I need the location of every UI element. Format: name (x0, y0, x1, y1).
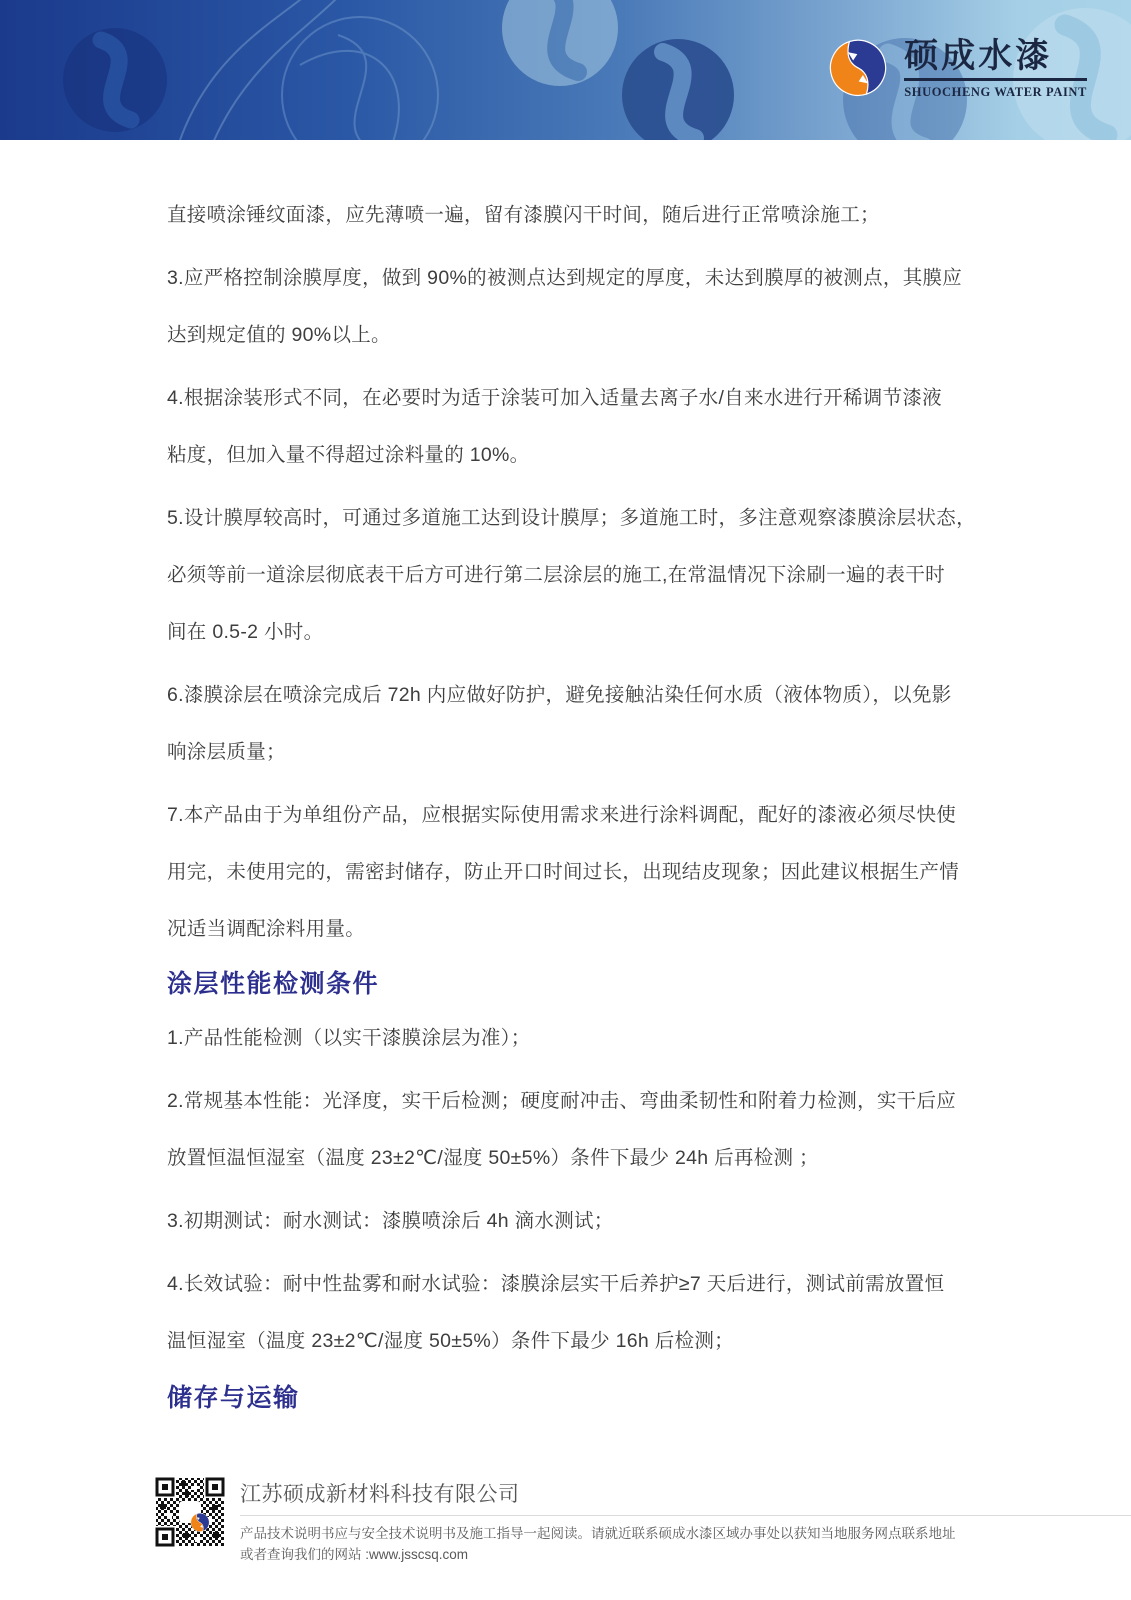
body-line: 7.本产品由于为单组份产品，应根据实际使用需求来进行涂料调配，配好的漆液必须尽快使 (167, 804, 957, 826)
brand-name-en: SHUOCHENG WATER PAINT (904, 85, 1087, 100)
header-banner (0, 0, 1131, 140)
body-line: 用完，未使用完的，需密封储存，防止开口时间过长，出现结皮现象；因此建议根据生产情 (167, 861, 960, 883)
footer-text-block (240, 1477, 1131, 1565)
body-line: 放置恒温恒湿室（温度 23±2℃/湿度 50±5%）条件下最少 24h 后再检测 ； (167, 1147, 819, 1169)
paragraph (167, 1256, 972, 1370)
body-line: 3.应严格控制涂膜厚度，做到 90%的被测点达到规定的厚度，未达到膜厚的被测点，其膜应 (167, 267, 963, 289)
qr-code (155, 1477, 225, 1547)
company-name: 江苏硕成新材料科技有限公司 (240, 1483, 520, 1506)
paragraph (167, 1193, 972, 1250)
body-line: 4.长效试验：耐中性盐雾和耐水试验：漆膜涂层实干后养护≥7 天后进行，测试前需放置恒 (167, 1273, 945, 1295)
brand-divider (904, 78, 1087, 81)
paragraph (167, 787, 972, 958)
paragraph (167, 1010, 972, 1067)
footer-note-line2: 或者查询我们的网站 :www.jsscsq.com (240, 1547, 469, 1562)
document-body (167, 187, 976, 1424)
brand-logo (828, 36, 1087, 102)
paragraph (167, 490, 976, 661)
body-line: 必须等前一道涂层彻底表干后方可进行第二层涂层的施工,在常温情况下涂刷一遍的表干时 (167, 564, 945, 586)
body-line: 5.设计膜厚较高时，可通过多道施工达到设计膜厚；多道施工时，多注意观察漆膜涂层状态， (167, 507, 976, 529)
paragraph (167, 187, 972, 244)
body-line: 4.根据涂装形式不同，在必要时为适于涂装可加入适量去离子水/自来水进行开稀调节漆液 (167, 387, 942, 409)
body-line: 2.常规基本性能：光泽度，实干后检测；硬度耐冲击、弯曲柔韧性和附着力检测，实干后应 (167, 1090, 957, 1112)
section-heading-storage: 储存与运输 (167, 1384, 300, 1412)
brand-name-cn: 硕成水漆 (904, 37, 1053, 75)
footer-note-line1: 产品技术说明书应与安全技术说明书及施工指导一起阅读。请就近联系硕成水漆区域办事处以获知当地服务网点联系地址 (240, 1526, 956, 1541)
body-line: 1.产品性能检测（以实干漆膜涂层为准）； (167, 1027, 531, 1049)
section-heading-coating-test: 涂层性能检测条件 (167, 970, 380, 998)
body-line: 3.初期测试：耐水测试：漆膜喷涂后 4h 滴水测试； (167, 1210, 614, 1232)
body-line: 粘度，但加入量不得超过涂料量的 10%。 (167, 444, 530, 466)
body-line: 温恒湿室（温度 23±2℃/湿度 50±5%）条件下最少 16h 后检测； (167, 1330, 734, 1352)
body-line: 6.漆膜涂层在喷涂完成后 72h 内应做好防护，避免接触沾染任何水质（液体物质），以免影 (167, 684, 952, 706)
body-line: 间在 0.5-2 小时。 (167, 621, 324, 643)
paragraph (167, 1073, 972, 1187)
body-line: 况适当调配涂料用量。 (167, 918, 366, 940)
paragraph (167, 250, 972, 364)
brand-text (904, 38, 1087, 100)
body-line: 响涂层质量； (167, 741, 286, 763)
paragraph (167, 667, 972, 781)
brand-mark-icon (828, 36, 888, 102)
footer-divider (240, 1515, 1131, 1516)
footer (155, 1477, 1131, 1565)
paragraph (167, 370, 972, 484)
body-line: 直接喷涂锤纹面漆，应先薄喷一遍，留有漆膜闪干时间，随后进行正常喷涂施工； (167, 204, 880, 226)
body-line: 达到规定值的 90%以上。 (167, 324, 391, 346)
